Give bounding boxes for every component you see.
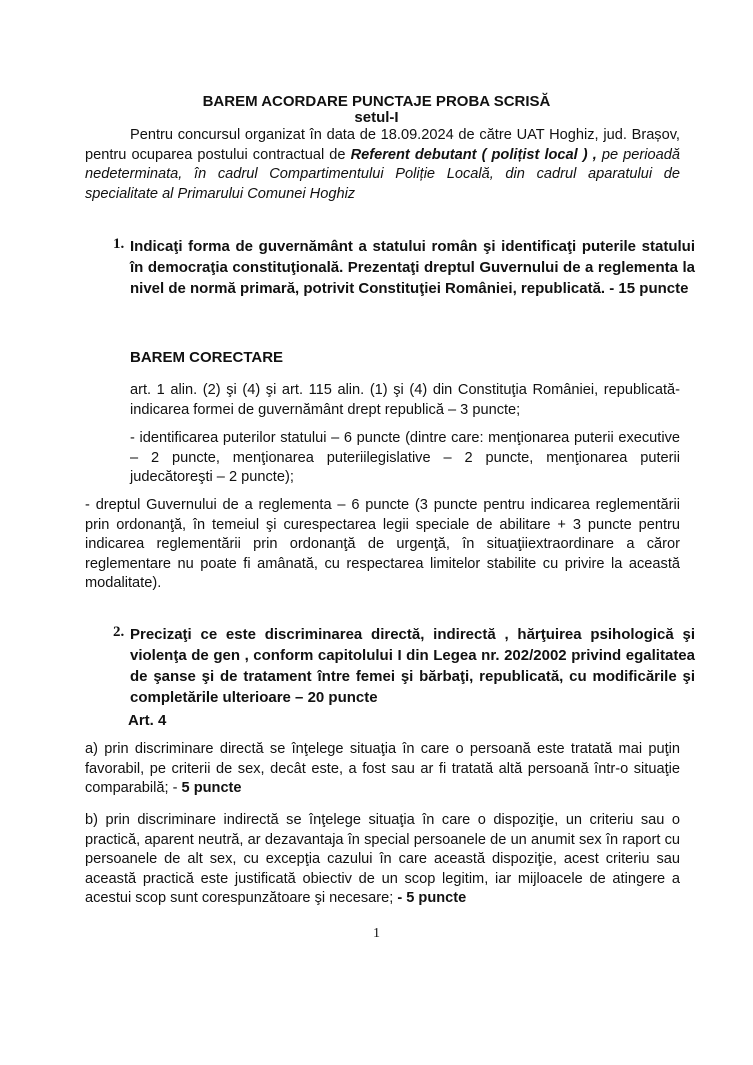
document-subtitle: setul-I xyxy=(354,109,399,126)
barem-paragraph-2: - identificarea puterilor statului – 6 puncte (dintre care: menţionarea puterii executive – 2 puncte, menţionarea puteriilegislative – 2 puncte, menţionarea puterii judecătoreşti – 2 puncte); xyxy=(130,430,680,485)
question-2-number: 2. xyxy=(113,624,125,640)
intro-paragraph xyxy=(85,126,680,204)
barem-heading: BAREM CORECTARE xyxy=(130,349,284,366)
article-4-b-text: b) prin discriminare indirectă se înţelege situaţia în care o dispoziţie, un criteriu sau o practică, aparent neutră, ar dezavantaja în special persoanele de un anumit sex în raport cu persoanele de alt sex, cu excepţia cazului în care această dispoziţie, acest criteriu sau această practică este justificată obiectiv de un scop legitim, iar mijloacele de atingere a acestui scop sunt corespunzătoare şi necesare; xyxy=(85,812,680,906)
document-title: BAREM ACORDARE PUNCTAJE PROBA SCRISĂ xyxy=(202,93,551,110)
barem-paragraph-3: - dreptul Guvernului de a reglementa – 6 puncte (3 puncte pentru indicarea reglementării prin ordonanţă, în temeiul şi curespectarea legii speciale de abilitare + 3 puncte pentru indicarea reglementării prin ordonanţă de urgenţă, în situaţiiextraordinare a căror reglementare nu poate fi amânată, cu respectarea limitelor stabilite cu privire la această modalitate). xyxy=(85,497,680,591)
article-4-a xyxy=(85,740,680,799)
question-2-text: Precizaţi ce este discriminarea directă, indirectă , hărţuirea psihologică şi violenţa de gen , conform capitolului I din Legea nr. 202/2002 privind egalitatea de şanse şi de tratament între femei şi bărbaţi, republicată, cu modificările şi completările ulterioare – 20 puncte xyxy=(130,626,695,706)
barem-paragraph-1: art. 1 alin. (2) şi (4) şi art. 115 alin. (1) şi (4) din Constituţia României, republicată- indicarea formei de guvernământ drept republică – 3 puncte; xyxy=(130,382,680,418)
article-4-b xyxy=(85,811,680,909)
page-number: 1 xyxy=(373,926,380,941)
question-1-number: 1. xyxy=(113,236,125,252)
intro-text-1: Pentru concursul organizat în data de 18.09.2024 de către UAT Hoghiz, jud. Brașov, pentru ocuparea postului contractual de xyxy=(85,127,680,163)
intro-text-2: pe perioadă nedeterminata, în cadrul Compartimentului Poliție Locală, din cadrul aparatului de specialitate al Primarului Comunei Hoghiz xyxy=(85,146,680,202)
article-4-a-text: a) prin discriminare directă se înţelege situaţia în care o persoană este tratată mai puţin favorabil, pe criterii de sex, decât este, a fost sau ar fi tratată altă persoană într-o situaţie comparabilă; - xyxy=(85,741,680,796)
article-4-b-points: - 5 puncte xyxy=(397,890,467,906)
question-1-text: Indicaţi forma de guvernământ a statului român şi identificaţi puterile statului în democraţia constituţională. Prezentaţi dreptul Guvernului de a reglementa la nivel de normă primară, potrivit Constituţiei României, republicată. - 15 puncte xyxy=(130,238,695,297)
article-heading: Art. 4 xyxy=(128,712,167,729)
article-4-a-points: 5 puncte xyxy=(181,780,242,796)
position-title: Referent debutant ( polițist local ) , xyxy=(350,146,597,163)
